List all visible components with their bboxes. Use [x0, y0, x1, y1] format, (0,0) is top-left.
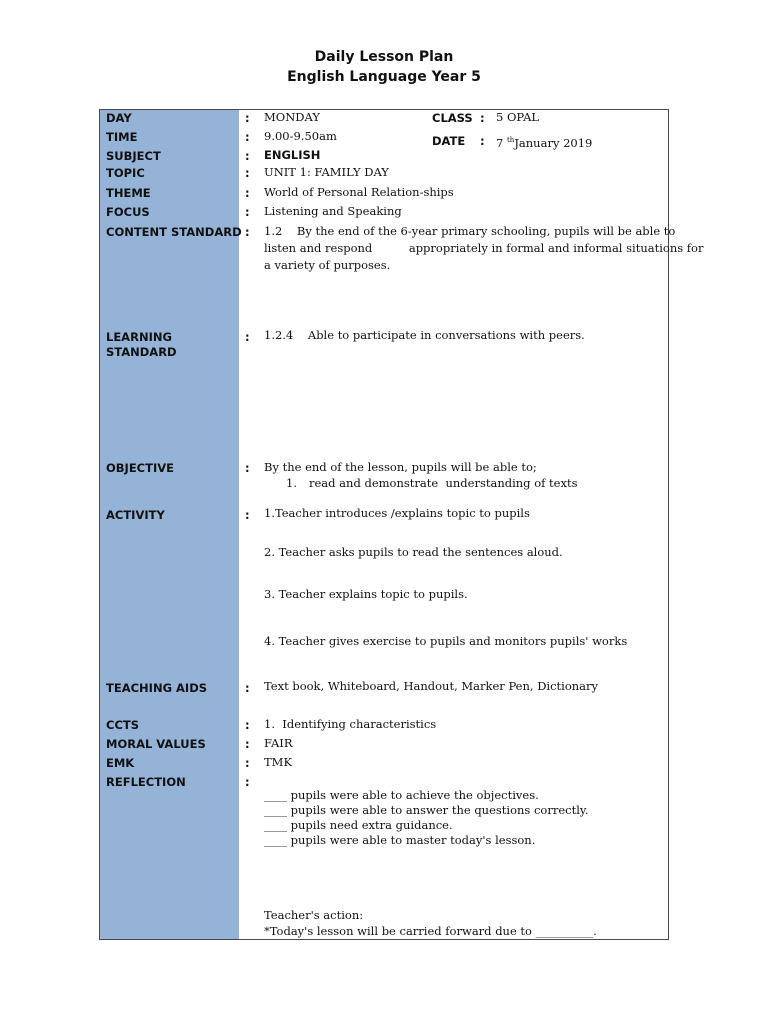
theme-value: World of Personal Relation-ships: [264, 185, 454, 199]
learning-standard-value: 1.2.4 Able to participate in conversations with peers.: [264, 328, 585, 342]
date-colon: :: [480, 134, 485, 148]
activity-colon: :: [245, 508, 250, 522]
day-colon: :: [245, 111, 250, 125]
reflection-line: ____ pupils need extra guidance.: [264, 818, 453, 832]
activity-label: ACTIVITY: [106, 508, 165, 522]
subject-value: ENGLISH: [264, 148, 321, 162]
activity-item: 2. Teacher asks pupils to read the sentences aloud.: [264, 545, 563, 559]
subject-colon: :: [245, 149, 250, 163]
objective-intro: By the end of the lesson, pupils will be able to;: [264, 460, 537, 474]
reflection-label: REFLECTION: [106, 775, 186, 789]
focus-value: Listening and Speaking: [264, 204, 402, 218]
document-subtitle: English Language Year 5: [287, 69, 481, 85]
teaching-aids-colon: :: [245, 681, 250, 695]
class-colon: :: [480, 111, 485, 125]
day-value: MONDAY: [264, 110, 320, 124]
teacher-action-label: Teacher's action:: [264, 908, 364, 922]
learning-standard-label-line-2: STANDARD: [106, 345, 177, 359]
ccts-value: 1. Identifying characteristics: [264, 717, 437, 731]
time-label: TIME: [106, 130, 138, 144]
emk-value: TMK: [264, 755, 293, 769]
theme-colon: :: [245, 186, 250, 200]
content-standard-label: CONTENT STANDARD: [106, 225, 242, 239]
reflection-line: ____ pupils were able to achieve the objectives.: [264, 788, 539, 802]
learning-standard-label-line-1: LEARNING: [106, 330, 172, 344]
learning-standard-colon: :: [245, 330, 250, 344]
date-label: DATE: [432, 134, 466, 148]
reflection-colon: :: [245, 775, 250, 789]
date-value: 7 $^{th}$January 2019: [496, 136, 593, 150]
topic-value: UNIT 1: FAMILY DAY: [264, 165, 389, 179]
day-label: DAY: [106, 111, 132, 125]
objective-item-number: 1.: [286, 476, 297, 490]
content-standard-line-2: listen and respond appropriately in formal and informal situations for: [264, 241, 704, 255]
objective-colon: :: [245, 461, 250, 475]
subject-label: SUBJECT: [106, 149, 161, 163]
moral-values-colon: :: [245, 737, 250, 751]
topic-label: TOPIC: [106, 166, 145, 180]
ccts-label: CCTS: [106, 718, 140, 732]
content-standard-colon: :: [245, 225, 250, 239]
focus-colon: :: [245, 205, 250, 219]
teaching-aids-value: Text book, Whiteboard, Handout, Marker Pen, Dictionary: [264, 679, 599, 693]
emk-colon: :: [245, 756, 250, 770]
moral-values-label: MORAL VALUES: [106, 737, 206, 751]
activity-item: 1.Teacher introduces /explains topic to pupils: [264, 506, 530, 520]
reflection-line: ____ pupils were able to answer the questions correctly.: [264, 803, 589, 817]
teacher-action-text: *Today's lesson will be carried forward due to __________.: [264, 924, 597, 938]
focus-label: FOCUS: [106, 205, 150, 219]
time-value: 9.00-9.50am: [264, 129, 337, 143]
topic-colon: :: [245, 166, 250, 180]
emk-label: EMK: [106, 756, 135, 770]
teaching-aids-label: TEACHING AIDS: [106, 681, 208, 695]
theme-label: THEME: [106, 186, 151, 200]
content-standard-line-3: a variety of purposes.: [264, 258, 391, 272]
objective-item-text: read and demonstrate understanding of texts: [309, 476, 578, 490]
class-value: 5 OPAL: [496, 110, 540, 124]
activity-item: 3. Teacher explains topic to pupils.: [264, 587, 468, 601]
objective-label: OBJECTIVE: [106, 461, 174, 475]
ccts-colon: :: [245, 718, 250, 732]
class-label: CLASS: [432, 111, 473, 125]
content-standard-line-1: 1.2 By the end of the 6-year primary schooling, pupils will be able to: [264, 224, 676, 238]
time-colon: :: [245, 130, 250, 144]
reflection-line: ____ pupils were able to master today's lesson.: [264, 833, 536, 847]
moral-values-value: FAIR: [264, 736, 293, 750]
document-title: Daily Lesson Plan: [314, 49, 454, 65]
activity-item: 4. Teacher gives exercise to pupils and monitors pupils' works: [264, 634, 628, 648]
